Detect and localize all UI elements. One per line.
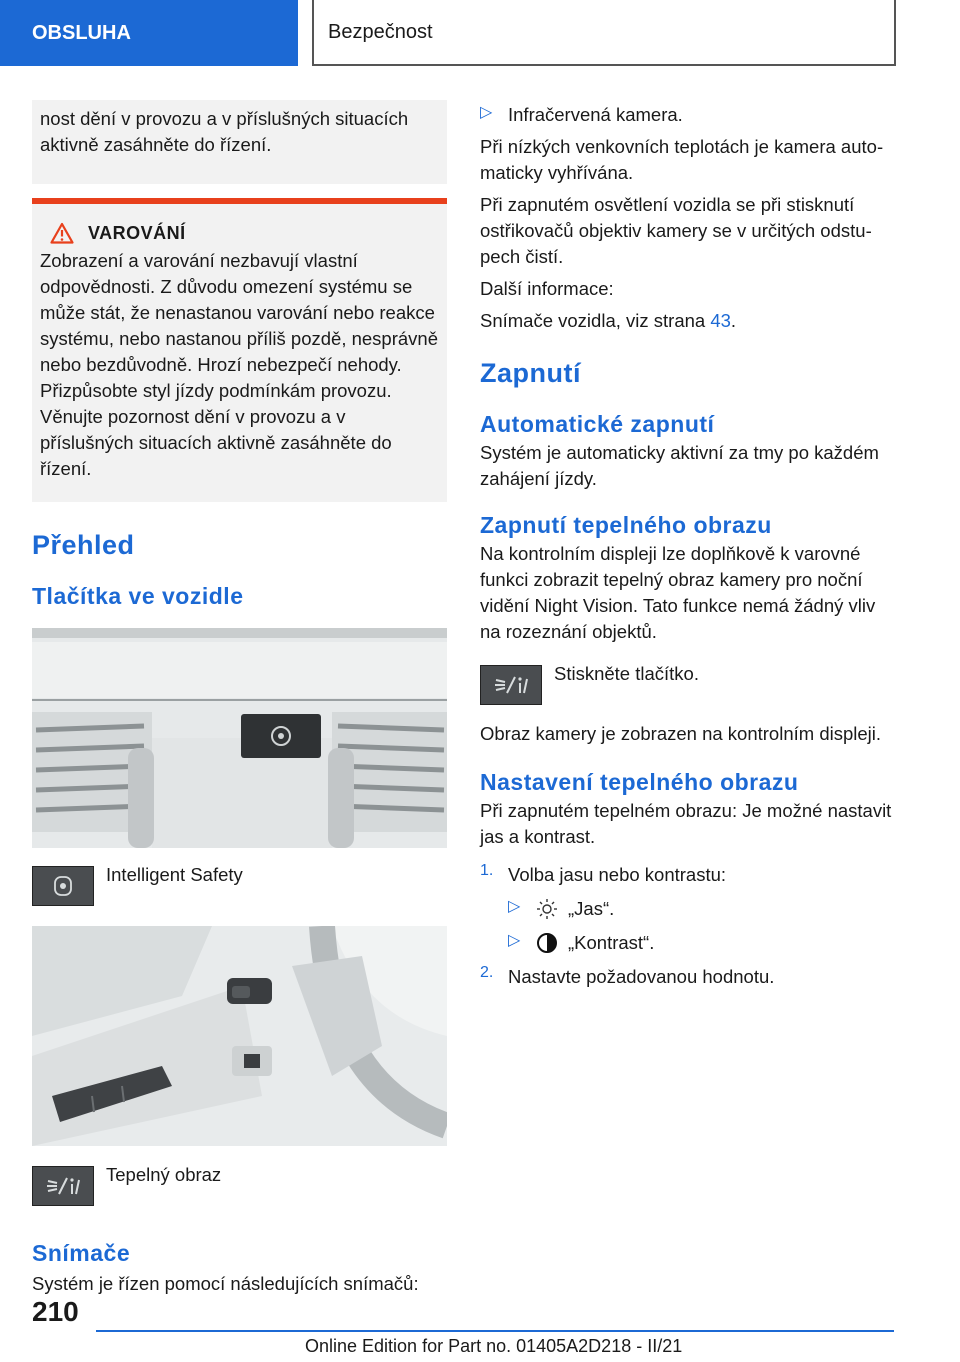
warning-triangle-icon bbox=[50, 222, 74, 244]
sub-contrast bbox=[508, 930, 895, 956]
heating-text: Při nízkých venkovních teplotách je kamera automaticky vyhřívána. bbox=[480, 136, 884, 183]
sub-brightness bbox=[508, 896, 895, 922]
heading-zapnuti: Zapnutí bbox=[480, 358, 581, 388]
step-1 bbox=[480, 862, 895, 888]
intelligent-safety-label: Intelligent Safety bbox=[106, 864, 243, 885]
heading-snimace: Snímače bbox=[32, 1240, 131, 1266]
warning-text: Zobrazení a varování nezbavují vlastní odpovědnosti. Z důvodu omezení systému se může stát, že nenastanou varování nebo reakce systému, nebo nastanou příliš pozdě, nesprávně nebo bezdůvodně. Hrozí nebezpečí nehody. Přizpůsobte styl jízdy podmínkám provozu. Věnujte pozornost dění v provozu a v příslušných situacích aktivně zasáhněte do řízení. bbox=[40, 250, 438, 479]
warning-title: VAROVÁNÍ bbox=[88, 222, 186, 243]
sub-brightness-text: „Jas“. bbox=[568, 898, 615, 919]
bullet-camera bbox=[480, 102, 895, 128]
steering-illustration bbox=[32, 926, 447, 1146]
step-2-number: 2. bbox=[480, 964, 494, 981]
right-column bbox=[480, 102, 895, 990]
reference-prefix: Snímače vozidla, viz strana bbox=[480, 310, 711, 331]
heading-nastaveni: Nastavení tepelného obrazu bbox=[480, 769, 799, 795]
sub-contrast-text: „Kontrast“. bbox=[568, 932, 655, 953]
washer-text: Při zapnutém osvětlení vozidla se při stisknutí ostřikovačů objektiv kamery se v určitých odstupech čistí. bbox=[480, 194, 872, 267]
warning-heading bbox=[40, 222, 439, 244]
press-button-row bbox=[480, 665, 895, 705]
chapter-title: Bezpečnost bbox=[312, 0, 896, 66]
reference-text bbox=[480, 308, 895, 334]
night-vision-button-icon bbox=[480, 665, 542, 705]
brightness-icon bbox=[536, 898, 558, 920]
snimace-text: Systém je řízen pomocí následujících snímačů: bbox=[32, 1273, 419, 1294]
intelligent-safety-row bbox=[32, 866, 447, 906]
bullet-marker: ▷ bbox=[480, 104, 493, 121]
dashboard-illustration bbox=[32, 628, 447, 848]
steering-photo bbox=[32, 926, 447, 1146]
night-vision-button-icon bbox=[32, 1166, 94, 1206]
night-vision-icon bbox=[493, 674, 529, 696]
nastaveni-text: Při zapnutém tepelném obrazu: Je možné nastavit jas a kontrast. bbox=[480, 800, 892, 847]
page-reference-link[interactable]: 43 bbox=[710, 310, 731, 331]
step-1-text: Volba jasu nebo kontrastu: bbox=[508, 864, 727, 885]
bullet-marker: ▷ bbox=[508, 898, 521, 915]
dashboard-photo bbox=[32, 628, 447, 848]
heading-zapnuti-tepelneho: Zapnutí tepelného obrazu bbox=[480, 512, 772, 538]
reference-suffix: . bbox=[730, 310, 737, 331]
heading-prehled: Přehled bbox=[32, 530, 135, 560]
press-button-label: Stiskněte tlačítko. bbox=[554, 663, 699, 684]
tepelny-obraz-row bbox=[32, 1166, 447, 1206]
step-2 bbox=[480, 964, 895, 990]
left-column bbox=[32, 100, 447, 1297]
bullet-marker: ▷ bbox=[508, 932, 521, 949]
night-vision-icon bbox=[45, 1175, 81, 1197]
intelligent-safety-icon bbox=[51, 874, 75, 898]
intelligent-safety-button-icon bbox=[32, 866, 94, 906]
step-2-text: Nastavte požadovanou hodnotu. bbox=[508, 966, 775, 987]
section-tab: OBSLUHA bbox=[0, 0, 298, 66]
tepelny-obraz-label: Tepelný obraz bbox=[106, 1164, 222, 1185]
auto-text: Systém je automaticky aktivní za tmy po každém zahájení jízdy. bbox=[480, 442, 879, 489]
warning-box bbox=[32, 198, 447, 502]
heading-tlacitka: Tlačítka ve vozidle bbox=[32, 583, 244, 609]
continued-note bbox=[32, 100, 447, 184]
contrast-icon bbox=[536, 932, 558, 954]
continued-text: nost dění v provozu a v příslušných situacích aktivně zasáhněte do řízení. bbox=[40, 108, 409, 155]
heading-auto-zapnuti: Automatické zapnutí bbox=[480, 411, 715, 437]
page-number: 210 bbox=[32, 1296, 79, 1327]
display-text: Obraz kamery je zobrazen na kontrolním displeji. bbox=[480, 723, 882, 744]
footer-divider bbox=[96, 1330, 894, 1332]
more-info-text: Další informace: bbox=[480, 278, 614, 299]
tepelny-text: Na kontrolním displeji lze doplňkově k varovné funkci zobrazit tepelný obraz kamery pro noční vidění Night Vision. Tato funkce nemá žádný vliv na rozeznání objektů. bbox=[480, 543, 876, 642]
footer-edition: Online Edition for Part no. 01405A2D218 - II/21 bbox=[305, 1336, 683, 1356]
bullet-camera-text: Infračervená kamera. bbox=[508, 104, 683, 125]
step-1-number: 1. bbox=[480, 862, 494, 879]
